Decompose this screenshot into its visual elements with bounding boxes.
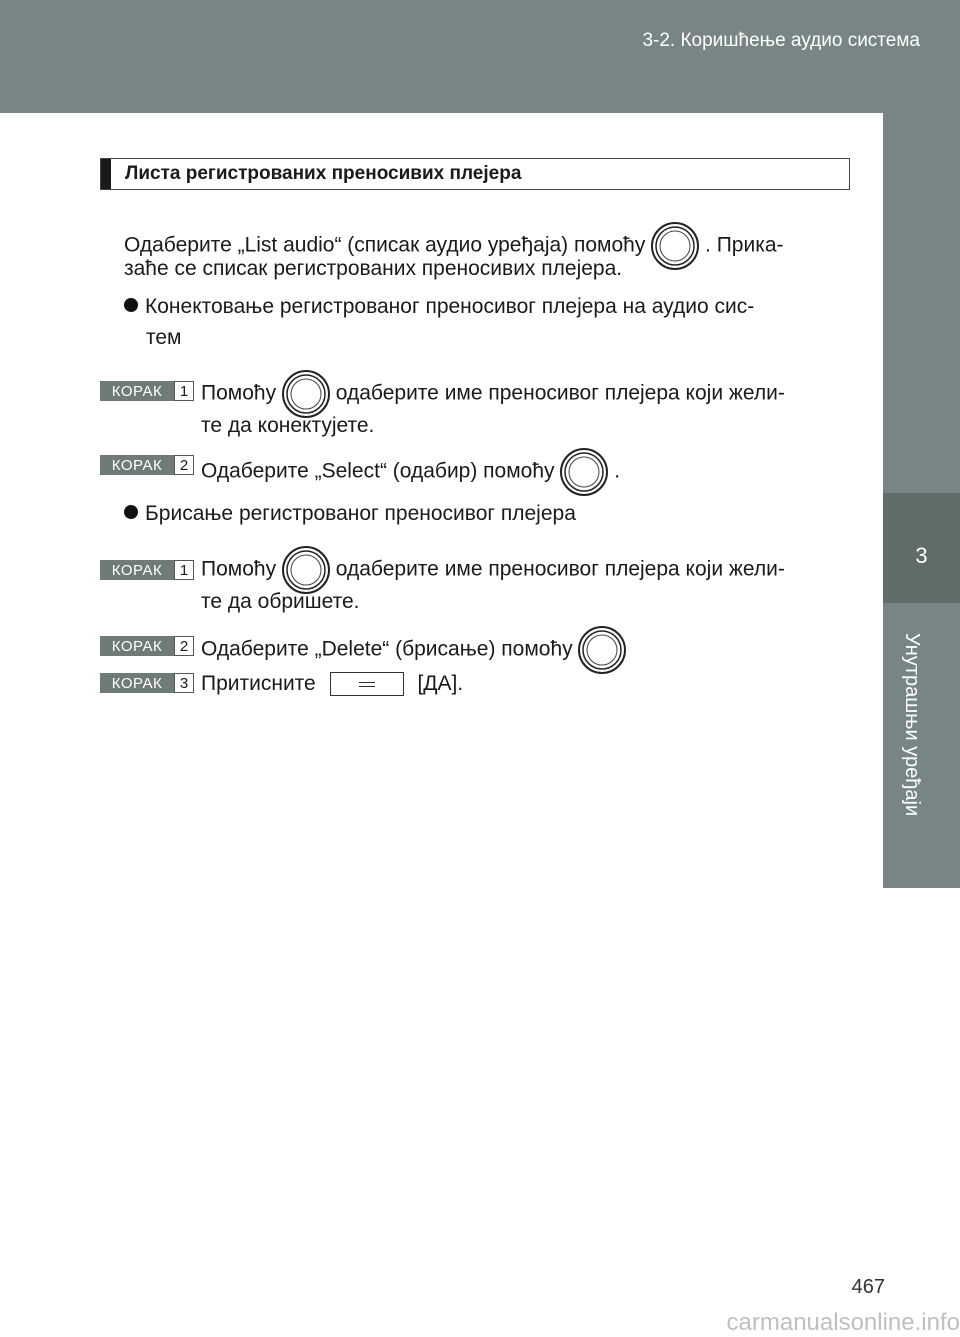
delete-bullet bbox=[124, 498, 576, 529]
step-number: 3 bbox=[174, 673, 194, 693]
step-text-a: Помоћу bbox=[201, 557, 277, 581]
bullet-dot-icon bbox=[124, 505, 138, 519]
chapter-side-tab bbox=[883, 113, 960, 1337]
step-number: 2 bbox=[174, 455, 194, 475]
step-text-a: Одаберите „Delete“ (брисање) помоћу bbox=[201, 637, 573, 661]
step-badge bbox=[100, 560, 194, 580]
tune-knob-icon bbox=[651, 222, 699, 270]
delete-step-3 bbox=[201, 668, 463, 699]
step-label: КОРАК bbox=[100, 673, 174, 693]
header-band bbox=[0, 0, 960, 113]
side-tab-upper bbox=[883, 113, 960, 493]
step-badge bbox=[100, 636, 194, 656]
tune-knob-icon bbox=[560, 448, 608, 496]
chapter-title: Унутрашњи уређаји bbox=[901, 633, 923, 817]
step-text-b: . bbox=[614, 459, 621, 483]
step-label: КОРАК bbox=[100, 381, 174, 401]
connect-bullet-line-2: тем bbox=[146, 326, 182, 349]
step-label: КОРАК bbox=[100, 560, 174, 580]
step-text-b: одаберите име преносивог плејера који жели- bbox=[335, 557, 785, 581]
step-badge bbox=[100, 455, 194, 475]
step-text-a: Притисните bbox=[201, 672, 316, 695]
step-label: КОРАК bbox=[100, 455, 174, 475]
bullet-dot-icon bbox=[124, 298, 138, 312]
step-badge bbox=[100, 381, 194, 401]
step-text-a: Одаберите „Select“ (одабир) помоћу bbox=[201, 459, 555, 483]
step-badge bbox=[100, 673, 194, 693]
button-mark bbox=[359, 682, 375, 687]
chapter-number-box bbox=[883, 493, 960, 603]
delete-bullet-text: Брисање регистрованог преносивог плејера bbox=[145, 502, 576, 525]
page-number: 467 bbox=[851, 1276, 885, 1298]
step-text-a: Помоћу bbox=[201, 381, 277, 405]
intro-line-2: зaће се списак регистрованих преносивих плејера. bbox=[124, 257, 623, 280]
section-heading bbox=[100, 158, 850, 190]
yes-button-icon bbox=[330, 672, 404, 696]
heading-text: Листа регистрованих преносивих плејера bbox=[125, 163, 522, 184]
chapter-number: 3 bbox=[915, 543, 928, 568]
watermark: carmanualsonline.info bbox=[726, 1309, 960, 1336]
connect-step-1-line-2: те да конектујете. bbox=[201, 414, 375, 437]
step-text-b: одаберите име преносивог плејера који жели- bbox=[335, 381, 785, 405]
step-label: КОРАК bbox=[100, 636, 174, 656]
intro-text-a: Одаберите „List audio“ (списак аудио уређаја) помоћу bbox=[124, 233, 646, 257]
delete-step-2 bbox=[201, 626, 626, 674]
delete-step-1-line-2: те да обришете. bbox=[201, 590, 360, 613]
connect-bullet bbox=[124, 291, 754, 322]
step-text-b: [ДА]. bbox=[417, 672, 464, 695]
intro-text-b: . Прика- bbox=[705, 233, 784, 257]
heading-bar bbox=[101, 159, 111, 189]
step-number: 2 bbox=[174, 636, 194, 656]
connect-step-2 bbox=[201, 448, 620, 496]
step-number: 1 bbox=[174, 381, 194, 401]
section-title: 3-2. Коришћење аудио система bbox=[642, 30, 920, 51]
connect-bullet-text: Конектовање регистрованог преносивог плејера на аудио сис- bbox=[145, 295, 755, 318]
tune-knob-icon bbox=[578, 626, 626, 674]
step-number: 1 bbox=[174, 560, 194, 580]
